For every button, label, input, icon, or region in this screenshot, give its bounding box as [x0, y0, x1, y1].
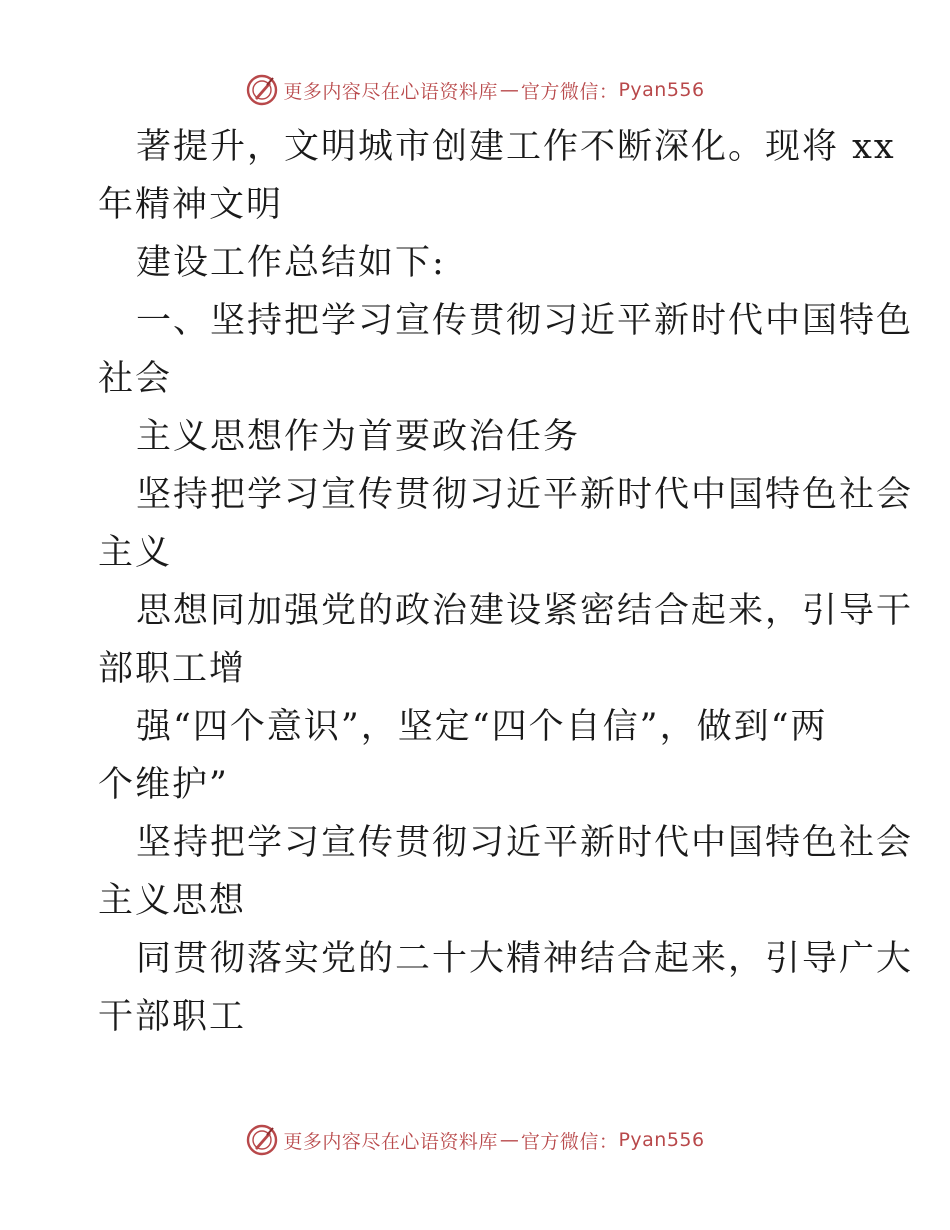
paragraph [98, 930, 914, 1046]
quill-seal-icon [245, 1123, 279, 1157]
footer-promo-text: 更多内容尽在心语资料库 [283, 1130, 498, 1153]
paragraph [98, 698, 858, 814]
quill-seal-icon [245, 73, 279, 107]
paragraph-line: 强“四个意识”，坚定“四个自信”，做到“两 [136, 707, 828, 747]
paragraph-line: 思想同加强党的政治建设紧密结合起来，引导干 [136, 591, 914, 631]
paragraph [98, 582, 914, 698]
header-contact-id: Pyan556 [618, 79, 705, 101]
paragraph-line-wrap: 个维护” [98, 765, 229, 805]
paragraph [98, 814, 914, 930]
paragraph-line: 著提升，文明城市创建工作不断深化。现将 xx [136, 127, 896, 167]
footer-watermark-banner [0, 1120, 950, 1160]
header-separator: — [499, 79, 519, 101]
header-promo-text: 更多内容尽在心语资料库 [283, 80, 498, 103]
paragraph-line: 一、坚持把学习宣传贯彻习近平新时代中国特色 [136, 301, 914, 341]
paragraph [98, 234, 858, 292]
document-body [98, 118, 914, 1046]
paragraph-line-wrap: 部职工增 [98, 649, 247, 689]
paragraph-line: 坚持把学习宣传贯彻习近平新时代中国特色社会 [136, 823, 914, 863]
paragraph-line-wrap: 干部职工 [98, 997, 247, 1037]
footer-contact-id: Pyan556 [618, 1129, 705, 1151]
paragraph-line-wrap: 社会 [98, 359, 173, 399]
paragraph-line: 建设工作总结如下: [136, 243, 446, 283]
section-heading [98, 292, 914, 408]
paragraph-line: 主义思想作为首要政治任务 [136, 417, 581, 457]
paragraph-line: 同贯彻落实党的二十大精神结合起来，引导广大 [136, 939, 914, 979]
header-contact-label: 官方微信： [520, 80, 619, 103]
paragraph-line: 坚持把学习宣传贯彻习近平新时代中国特色社会 [136, 475, 914, 515]
paragraph-line-wrap: 年精神文明 [98, 185, 284, 225]
section-heading-continued [98, 408, 858, 466]
paragraph-line-wrap: 主义 [98, 533, 173, 573]
footer-separator: — [499, 1129, 519, 1151]
header-watermark-banner [0, 70, 950, 110]
paragraph [98, 466, 914, 582]
footer-contact-label: 官方微信： [520, 1130, 619, 1153]
paragraph [98, 118, 896, 234]
paragraph-line-wrap: 主义思想 [98, 881, 247, 921]
